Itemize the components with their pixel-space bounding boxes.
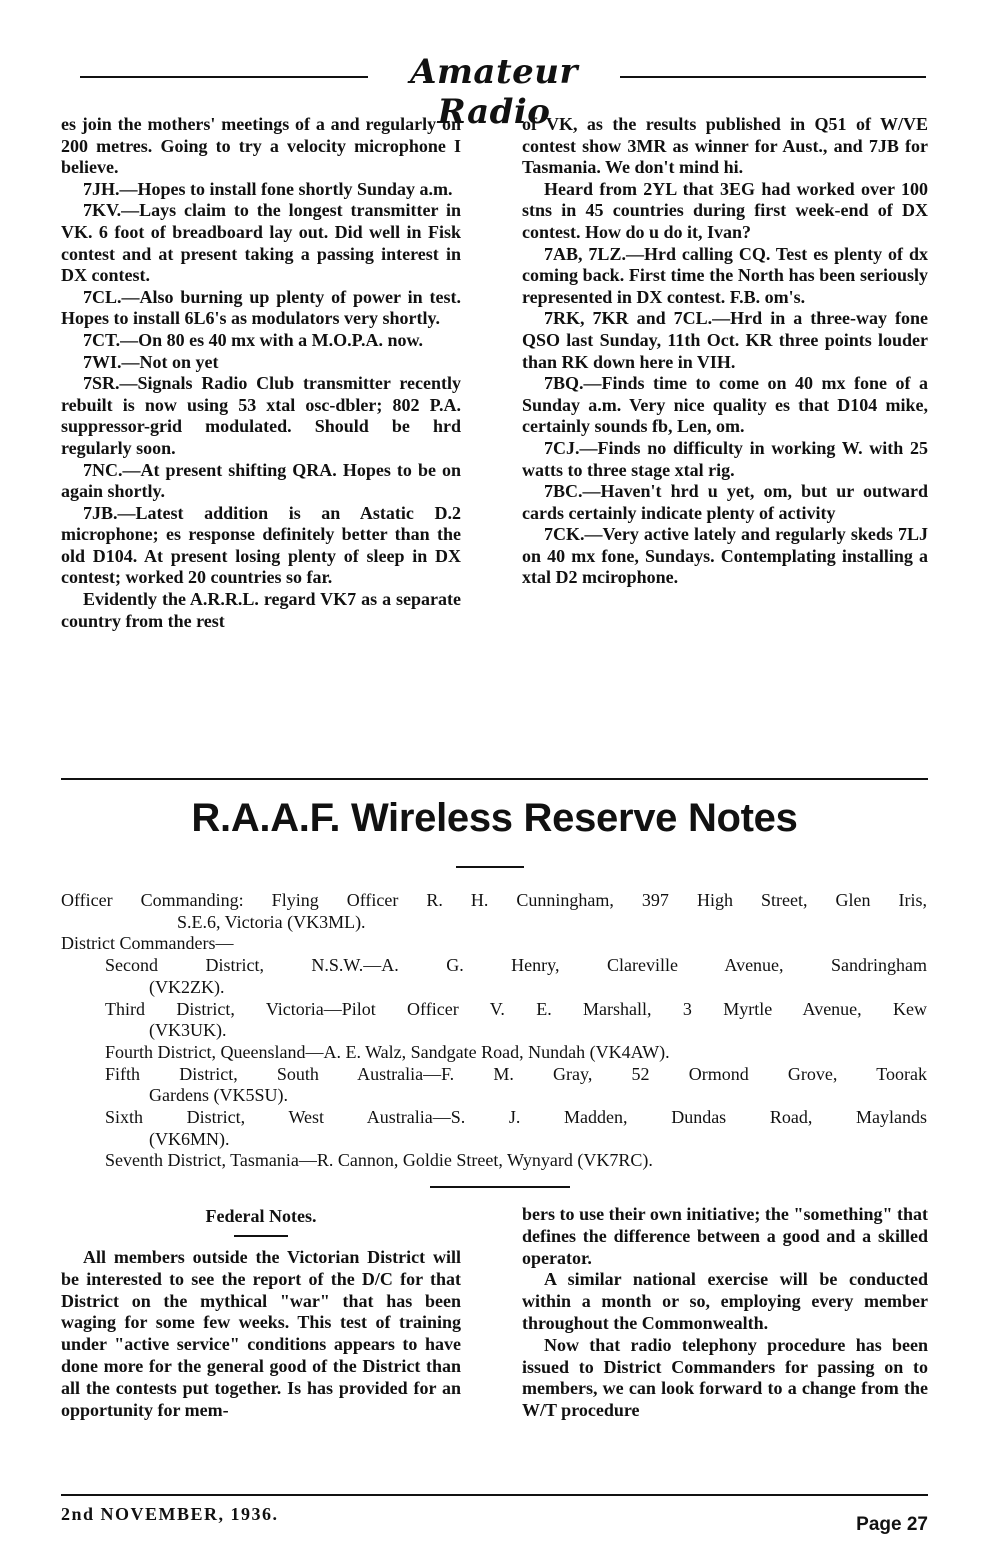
top-left-column	[61, 114, 461, 632]
paragraph: 7KV.—Lays claim to the longest transmitter in VK. 6 foot of breadboard lay out. Did well in Fisk contest and at present taking a passing interest in DX contest.	[61, 200, 461, 286]
paragraph: 7SR.—Signals Radio Club transmitter recently rebuilt is now using 53 xtal osc-dbler; 802 P.A. suppressor-grid modulated. Should be hrd regularly soon.	[61, 373, 461, 458]
district-commander: Fifth District, South Australia—F. M. Gray, 52 Ormond Grove, Toorak	[105, 1063, 927, 1084]
officer-commanding: Officer Commanding: Flying Officer R. H. Cunningham, 397 High Street, Glen Iris,	[61, 890, 927, 910]
district-commander: Fourth District, Queensland—A. E. Walz, Sandgate Road, Nundah (VK4AW).	[105, 1041, 670, 1062]
paragraph: Now that radio telephony procedure has been issued to District Commanders for passing on to members, we can look forward to a change from the W/T procedure	[522, 1334, 928, 1421]
masthead-rule-left	[80, 76, 368, 78]
district-commander: Seventh District, Tasmania—R. Cannon, Goldie Street, Wynyard (VK7RC).	[105, 1150, 653, 1171]
paragraph: 7WI.—Not on yet	[83, 351, 219, 372]
page-number: Page 27	[856, 1514, 928, 1535]
district-commander-callsign: (VK2ZK).	[149, 976, 225, 997]
footer-rule	[61, 1494, 928, 1496]
district-commander: Sixth District, West Australia—S. J. Madden, Dundas Road, Maylands	[105, 1107, 927, 1128]
paragraph: All members outside the Victorian District will be interested to see the report of the D/C for that District on the mythical "war" that has been waging for some few weeks. This test of training under "active service" conditions appears to have done more for the general good of the District than all the contests put together. Is has provided for an opportunity for mem-	[61, 1247, 461, 1420]
section-divider	[61, 778, 928, 780]
district-commander: Third District, Victoria—Pilot Officer V. E. Marshall, 3 Myrtle Avenue, Kew	[105, 998, 927, 1019]
federal-notes-title: Federal Notes.	[205, 1206, 317, 1226]
paragraph: 7CT.—On 80 es 40 mx with a M.O.P.A. now.	[83, 329, 424, 350]
district-commander-callsign: Gardens (VK5SU).	[149, 1085, 288, 1106]
federal-right-column	[522, 1204, 928, 1422]
district-commander-callsign: (VK6MN).	[149, 1128, 230, 1149]
district-commander-callsign: (VK3UK).	[149, 1020, 227, 1041]
paragraph: 7RK, 7KR and 7CL.—Hrd in a three-way fone QSO last Sunday, 11th Oct. KR three points louder than RK down here in VIH.	[522, 308, 928, 372]
paragraph: 7BC.—Haven't hrd u yet, om, but ur outward cards certainly indicate plenty of activity	[522, 481, 928, 523]
federal-title-rule	[234, 1235, 288, 1237]
paragraph: 7CK.—Very active lately and regularly skeds 7LJ on 40 mx fone, Sundays. Contemplating installing a xtal D2 mcirophone.	[522, 524, 928, 588]
officer-commanding-address: S.E.6, Victoria (VK3ML).	[177, 911, 366, 932]
title-rule	[456, 866, 524, 868]
paragraph: bers to use their own initiative; the "something" that defines the difference between a good and a skilled operator.	[522, 1204, 928, 1268]
paragraph: 7CL.—Also burning up plenty of power in test. Hopes to install 6L6's as modulators very shortly.	[61, 286, 461, 329]
district-commanders-heading: District Commanders—	[61, 933, 234, 954]
paragraph: of VK, as the results published in Q51 of W/VE contest show 3MR as winner for Aust., and 7JB for Tasmania. We don't mind hi.	[522, 114, 928, 178]
paragraph: 7CJ.—Finds no difficulty in working W. with 25 watts to three stage xtal rig.	[522, 437, 928, 480]
masthead-title: Amateur Radio	[410, 52, 578, 132]
paragraph: Evidently the A.R.R.L. regard VK7 as a separate country from the rest	[61, 589, 461, 631]
top-right-column	[522, 114, 928, 589]
paragraph: 7NC.—At present shifting QRA. Hopes to be on again shortly.	[61, 459, 461, 502]
federal-left-column	[61, 1247, 461, 1421]
masthead-rule-right	[620, 76, 926, 78]
district-list	[61, 955, 927, 1172]
paragraph: 7JH.—Hopes to install fone shortly Sunday a.m.	[83, 178, 453, 199]
paragraph: 7JB.—Latest addition is an Astatic D.2 microphone; es response definitely better than the old D104. At present losing plenty of sleep in DX contest; worked 20 countries so far.	[61, 502, 461, 588]
paragraph: Heard from 2YL that 3EG had worked over 100 stns in 45 countries during first week-end of DX contest. How do u do it, Ivan?	[522, 178, 928, 242]
masthead	[80, 52, 926, 132]
listing-end-rule	[430, 1186, 570, 1188]
district-commander: Second District, N.S.W.—A. G. Henry, Clareville Avenue, Sandringham	[105, 955, 927, 976]
section-title: R.A.A.F. Wireless Reserve Notes	[191, 796, 798, 840]
staff-listing	[61, 890, 927, 1172]
paragraph: 7BQ.—Finds time to come on 40 mx fone of a Sunday a.m. Very nice quality es that D104 mike, certainly sounds fb, Len, om.	[522, 373, 928, 437]
paragraph: A similar national exercise will be conducted within a month or so, employing every member throughout the Commonwealth.	[522, 1269, 928, 1333]
paragraph: 7AB, 7LZ.—Hrd calling CQ. Test es plenty of dx coming back. First time the North has been seriously represented in DX contest. F.B. om's.	[522, 243, 928, 307]
issue-date: 2nd NOVEMBER, 1936.	[61, 1504, 279, 1524]
paragraph: es join the mothers' meetings of a and regularly on 200 metres. Going to try a velocity microphone I believe.	[61, 114, 461, 178]
